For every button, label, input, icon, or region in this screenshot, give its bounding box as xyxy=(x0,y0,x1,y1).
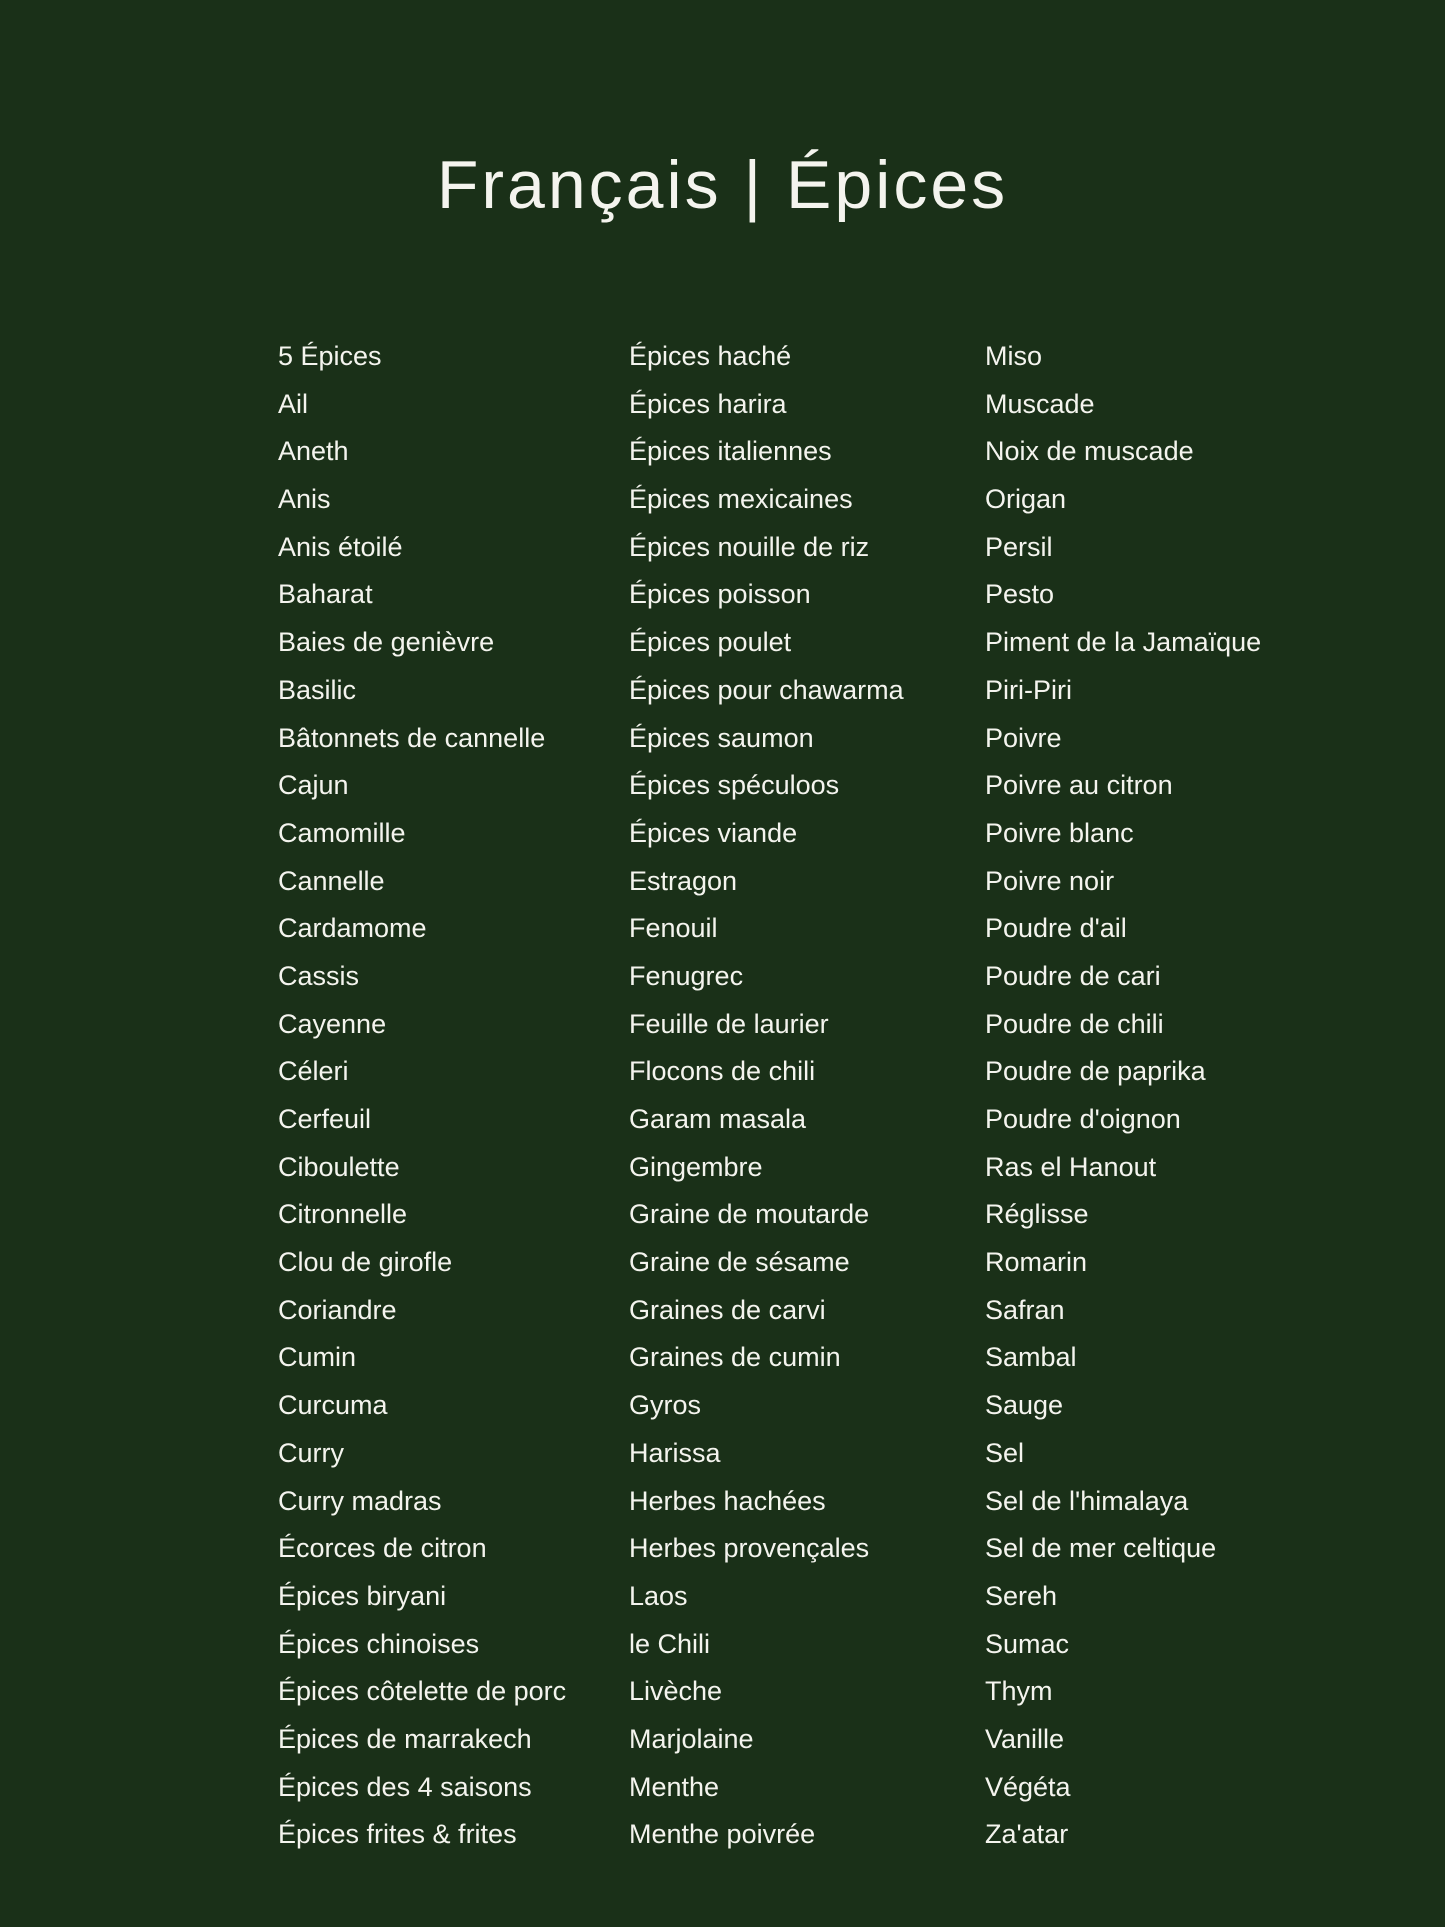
spice-item: 5 Épices xyxy=(278,341,382,371)
spice-item: Noix de muscade xyxy=(985,436,1194,467)
spice-item: Gyros xyxy=(629,1390,702,1421)
spice-item: Livèche xyxy=(629,1676,723,1707)
spice-item: Pesto xyxy=(985,579,1055,610)
spice-item: Sauge xyxy=(985,1390,1064,1421)
spice-item: Céleri xyxy=(278,1056,349,1087)
spice-item: Anis xyxy=(278,484,331,515)
spice-item: Sel de l'himalaya xyxy=(985,1485,1189,1516)
spice-item: Fenouil xyxy=(629,913,718,944)
spice-item: Poudre d'oignon xyxy=(985,1104,1181,1134)
spice-item: Poudre de cari xyxy=(985,960,1161,991)
spice-column-1 xyxy=(278,333,566,1859)
spice-item: Laos xyxy=(629,1580,688,1611)
spice-item: Curcuma xyxy=(278,1390,388,1421)
spice-item: Végéta xyxy=(985,1771,1071,1802)
spice-column-3 xyxy=(985,333,1261,1859)
spice-item: Piri-Piri xyxy=(985,674,1072,705)
spice-item: Herbes hachées xyxy=(629,1485,826,1516)
spice-item: Cardamome xyxy=(278,913,427,944)
spice-item: Romarin xyxy=(985,1247,1088,1278)
spice-item: Sambal xyxy=(985,1342,1077,1373)
spice-item: Ras el Hanout xyxy=(985,1151,1157,1182)
spice-item: Épices spéculoos xyxy=(629,770,840,801)
spice-item: Sumac xyxy=(985,1628,1070,1659)
spice-item: Piment de la Jamaïque xyxy=(985,627,1262,658)
page-title: Français | Épices xyxy=(436,147,1009,223)
spice-item: Épices biryani xyxy=(278,1580,447,1611)
spice-item: Baies de genièvre xyxy=(278,627,495,658)
spice-item: Cannelle xyxy=(278,865,385,896)
spice-item: Basilic xyxy=(278,674,357,705)
spice-item: Écorces de citron xyxy=(278,1533,487,1564)
spice-item: Graines de carvi xyxy=(629,1294,826,1325)
spice-item: Marjolaine xyxy=(629,1723,754,1754)
spice-item: Thym xyxy=(985,1676,1053,1707)
spice-item: Flocons de chili xyxy=(629,1056,816,1087)
spice-item: Clou de girofle xyxy=(278,1247,453,1278)
spice-item: Anis étoilé xyxy=(278,531,403,562)
spice-item: Épices harira xyxy=(629,388,787,419)
spice-item: Muscade xyxy=(985,388,1095,419)
spice-item: Harissa xyxy=(629,1437,721,1468)
spice-item: Poivre au citron xyxy=(985,770,1173,801)
spice-item: Safran xyxy=(985,1294,1065,1325)
spice-item: Graine de moutarde xyxy=(629,1199,870,1230)
spice-item: Cerfeuil xyxy=(278,1104,372,1134)
spice-item: Graine de sésame xyxy=(629,1247,850,1278)
spice-item: Origan xyxy=(985,484,1067,515)
spice-column-2 xyxy=(629,333,904,1859)
spice-item: Curry madras xyxy=(278,1485,442,1516)
spice-item: Za'atar xyxy=(985,1819,1069,1850)
spice-item: Graines de cumin xyxy=(629,1342,841,1373)
spice-item: Épices frites & frites xyxy=(278,1819,517,1850)
spice-item: Épices poulet xyxy=(629,627,792,658)
spice-item: Menthe poivrée xyxy=(629,1819,816,1850)
spice-item: Menthe xyxy=(629,1771,720,1802)
spice-item: Camomille xyxy=(278,817,406,848)
spice-item: Cajun xyxy=(278,770,349,801)
spice-item: Sel de mer celtique xyxy=(985,1533,1217,1564)
spice-item: Garam masala xyxy=(629,1104,807,1134)
spice-item: Herbes provençales xyxy=(629,1533,870,1564)
spice-item: Ail xyxy=(278,388,309,419)
spice-item: Citronnelle xyxy=(278,1199,408,1230)
spice-item: Cassis xyxy=(278,960,360,991)
spice-item: Poivre blanc xyxy=(985,817,1134,848)
spice-item: Poivre noir xyxy=(985,865,1115,896)
spice-item: Épices pour chawarma xyxy=(629,674,904,705)
spice-item: Épices nouille de riz xyxy=(629,531,870,562)
spice-item: Épices saumon xyxy=(629,722,814,753)
spice-item: Curry xyxy=(278,1437,344,1468)
spice-item: Épices poisson xyxy=(629,579,811,610)
spice-item: Épices côtelette de porc xyxy=(278,1676,567,1707)
spice-item: Épices viande xyxy=(629,817,798,848)
spice-item: Cumin xyxy=(278,1342,357,1373)
spice-item: Épices haché xyxy=(629,341,792,371)
spice-item: Ciboulette xyxy=(278,1151,400,1182)
spice-item: Poivre xyxy=(985,722,1062,753)
spice-item: Poudre de paprika xyxy=(985,1056,1206,1087)
spice-item: Sereh xyxy=(985,1580,1058,1611)
spice-item: Poudre de chili xyxy=(985,1008,1164,1039)
spice-item: Feuille de laurier xyxy=(629,1008,829,1039)
spice-item: Miso xyxy=(985,341,1043,371)
spice-item: Aneth xyxy=(278,436,349,467)
spice-item: Épices mexicaines xyxy=(629,484,853,515)
spice-item: Réglisse xyxy=(985,1199,1089,1230)
spice-item: Estragon xyxy=(629,865,738,896)
spice-item: Vanille xyxy=(985,1723,1065,1754)
spice-item: Coriandre xyxy=(278,1294,397,1325)
spice-item: Persil xyxy=(985,531,1053,562)
spice-item: Sel xyxy=(985,1437,1025,1468)
spice-item: Cayenne xyxy=(278,1008,387,1039)
spice-item: Baharat xyxy=(278,579,373,610)
spice-item: Épices de marrakech xyxy=(278,1723,532,1754)
spice-item: Gingembre xyxy=(629,1151,763,1182)
spice-item: le Chili xyxy=(629,1628,711,1659)
spice-item: Épices chinoises xyxy=(278,1628,480,1659)
spice-item: Poudre d'ail xyxy=(985,913,1127,944)
spice-item: Épices italiennes xyxy=(629,436,832,467)
spice-item: Fenugrec xyxy=(629,960,744,991)
spice-item: Bâtonnets de cannelle xyxy=(278,722,546,753)
spice-item: Épices des 4 saisons xyxy=(278,1771,532,1802)
